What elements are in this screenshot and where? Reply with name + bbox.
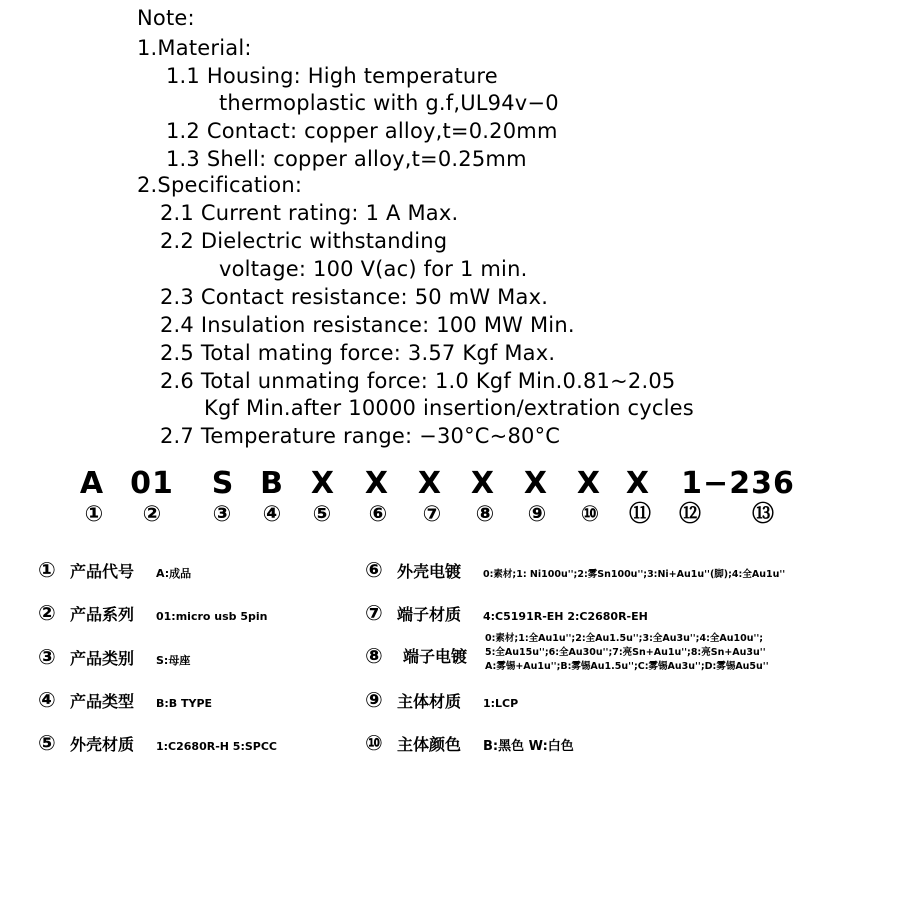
legend-index: ④ <box>38 688 56 712</box>
legend-value: B:黑色 W:白色 <box>483 739 574 754</box>
legend-label: 产品代号 <box>70 562 135 581</box>
code-segment: X <box>364 466 390 501</box>
note-line: 1.3 Shell: copper alloy,t=0.25mm <box>166 147 527 171</box>
code-index: ⑪ <box>628 502 652 527</box>
code-index: ⑤ <box>312 502 332 527</box>
legend-value-line: 0:素材;1:全Au1u'';2:全Au1.5u'';3:全Au3u'';4:全Au10u''; <box>485 633 764 644</box>
note-line: thermoplastic with g.f,UL94v−0 <box>219 91 559 115</box>
note-line: 2.5 Total mating force: 3.57 Kgf Max. <box>160 341 556 365</box>
legend-label: 主体材质 <box>397 692 462 711</box>
note-line: 2.4 Insulation resistance: 100 MW Min. <box>160 313 575 337</box>
code-index: ⑦ <box>422 502 442 527</box>
code-index: ⑧ <box>475 502 495 527</box>
note-line: Kgf Min.after 10000 insertion/extration cycles <box>204 396 694 420</box>
legend-value: 1:C2680R-H 5:SPCC <box>156 740 277 753</box>
legend-label: 端子电镀 <box>403 647 468 666</box>
legend-value: 0:素材;1: Ni100u'';2:雾Sn100u'';3:Ni+Au1u''(脚);4:全Au1u'' <box>483 569 786 580</box>
code-index: ① <box>84 502 104 527</box>
legend-item <box>38 731 277 755</box>
legend-index: ① <box>38 558 56 582</box>
legend-item <box>38 645 190 669</box>
code-index: ② <box>142 502 162 527</box>
code-index-row <box>0 500 900 532</box>
code-segment: X <box>523 466 549 501</box>
note-line: 2.6 Total unmating force: 1.0 Kgf Min.0.81~2.05 <box>160 369 676 393</box>
code-index: ⑥ <box>368 502 388 527</box>
code-index: ⑬ <box>751 502 775 527</box>
code-index: ④ <box>262 502 282 527</box>
code-segment: X <box>470 466 496 501</box>
legend-item <box>38 688 212 712</box>
legend-index: ⑦ <box>365 601 383 625</box>
code-segment: X <box>310 466 336 501</box>
code-index: ⑨ <box>527 502 547 527</box>
legend-value: 1:LCP <box>483 697 519 710</box>
legend-index: ⑤ <box>38 731 56 755</box>
legend-index: ⑧ <box>365 644 383 668</box>
legend-label: 产品类型 <box>70 692 135 711</box>
code-segment: 01 <box>130 466 174 501</box>
legend-value: A:成品 <box>156 567 192 580</box>
legend-item <box>38 601 267 625</box>
legend-item <box>365 558 785 582</box>
legend-label: 产品类别 <box>70 649 135 668</box>
legend-index: ⑩ <box>365 731 383 755</box>
note-heading: Note: <box>137 6 195 30</box>
legend-value: 01:micro usb 5pin <box>156 610 268 623</box>
note-line: 2.Specification: <box>137 173 303 197</box>
legend-label: 外壳电镀 <box>397 562 462 581</box>
legend-label: 端子材质 <box>397 605 462 624</box>
legend-item <box>38 558 191 582</box>
note-line: voltage: 100 V(ac) for 1 min. <box>219 257 528 281</box>
legend-value: B:B TYPE <box>156 697 213 710</box>
code-segment: 1−236 <box>681 466 795 501</box>
note-line: 1.2 Contact: copper alloy,t=0.20mm <box>166 119 558 143</box>
code-index: ⑫ <box>678 502 702 527</box>
note-line: 1.Material: <box>137 36 252 60</box>
legend-label: 产品系列 <box>70 605 135 624</box>
legend-index: ⑥ <box>365 558 383 582</box>
legend-item <box>365 688 518 712</box>
legend-item <box>365 601 648 625</box>
legend-item <box>365 630 865 680</box>
note-line: 2.2 Dielectric withstanding <box>160 229 448 253</box>
code-segment: X <box>417 466 443 501</box>
note-line: 2.1 Current rating: 1 A Max. <box>160 201 459 225</box>
code-segment: X <box>625 466 651 501</box>
part-code <box>0 466 900 502</box>
legend-index: ③ <box>38 645 56 669</box>
code-segment: S <box>211 466 235 501</box>
code-index: ⑩ <box>580 502 600 527</box>
legend-index: ⑨ <box>365 688 383 712</box>
note-line: 1.1 Housing: High temperature <box>166 64 498 88</box>
legend-index: ② <box>38 601 56 625</box>
code-segment: A <box>79 466 105 501</box>
legend-label: 外壳材质 <box>70 735 135 754</box>
note-line: 2.7 Temperature range: −30°C~80°C <box>160 424 561 448</box>
legend-value: 4:C5191R-EH 2:C2680R-EH <box>483 610 648 623</box>
code-index: ③ <box>212 502 232 527</box>
note-line: 2.3 Contact resistance: 50 mW Max. <box>160 285 549 309</box>
code-segment: B <box>260 466 284 501</box>
legend-value-line: 5:全Au15u'';6:全Au30u'';7:亮Sn+Au1u'';8:亮Sn+Au3u'' <box>485 647 766 658</box>
legend-value-line: A:雾锡+Au1u'';B:雾锡Au1.5u'';C:雾锡Au3u'';D:雾锡Au5u'' <box>485 661 769 672</box>
code-segment: X <box>576 466 602 501</box>
legend-item <box>365 731 574 755</box>
legend-label: 主体颜色 <box>397 735 462 754</box>
legend-value: S:母座 <box>156 654 191 667</box>
